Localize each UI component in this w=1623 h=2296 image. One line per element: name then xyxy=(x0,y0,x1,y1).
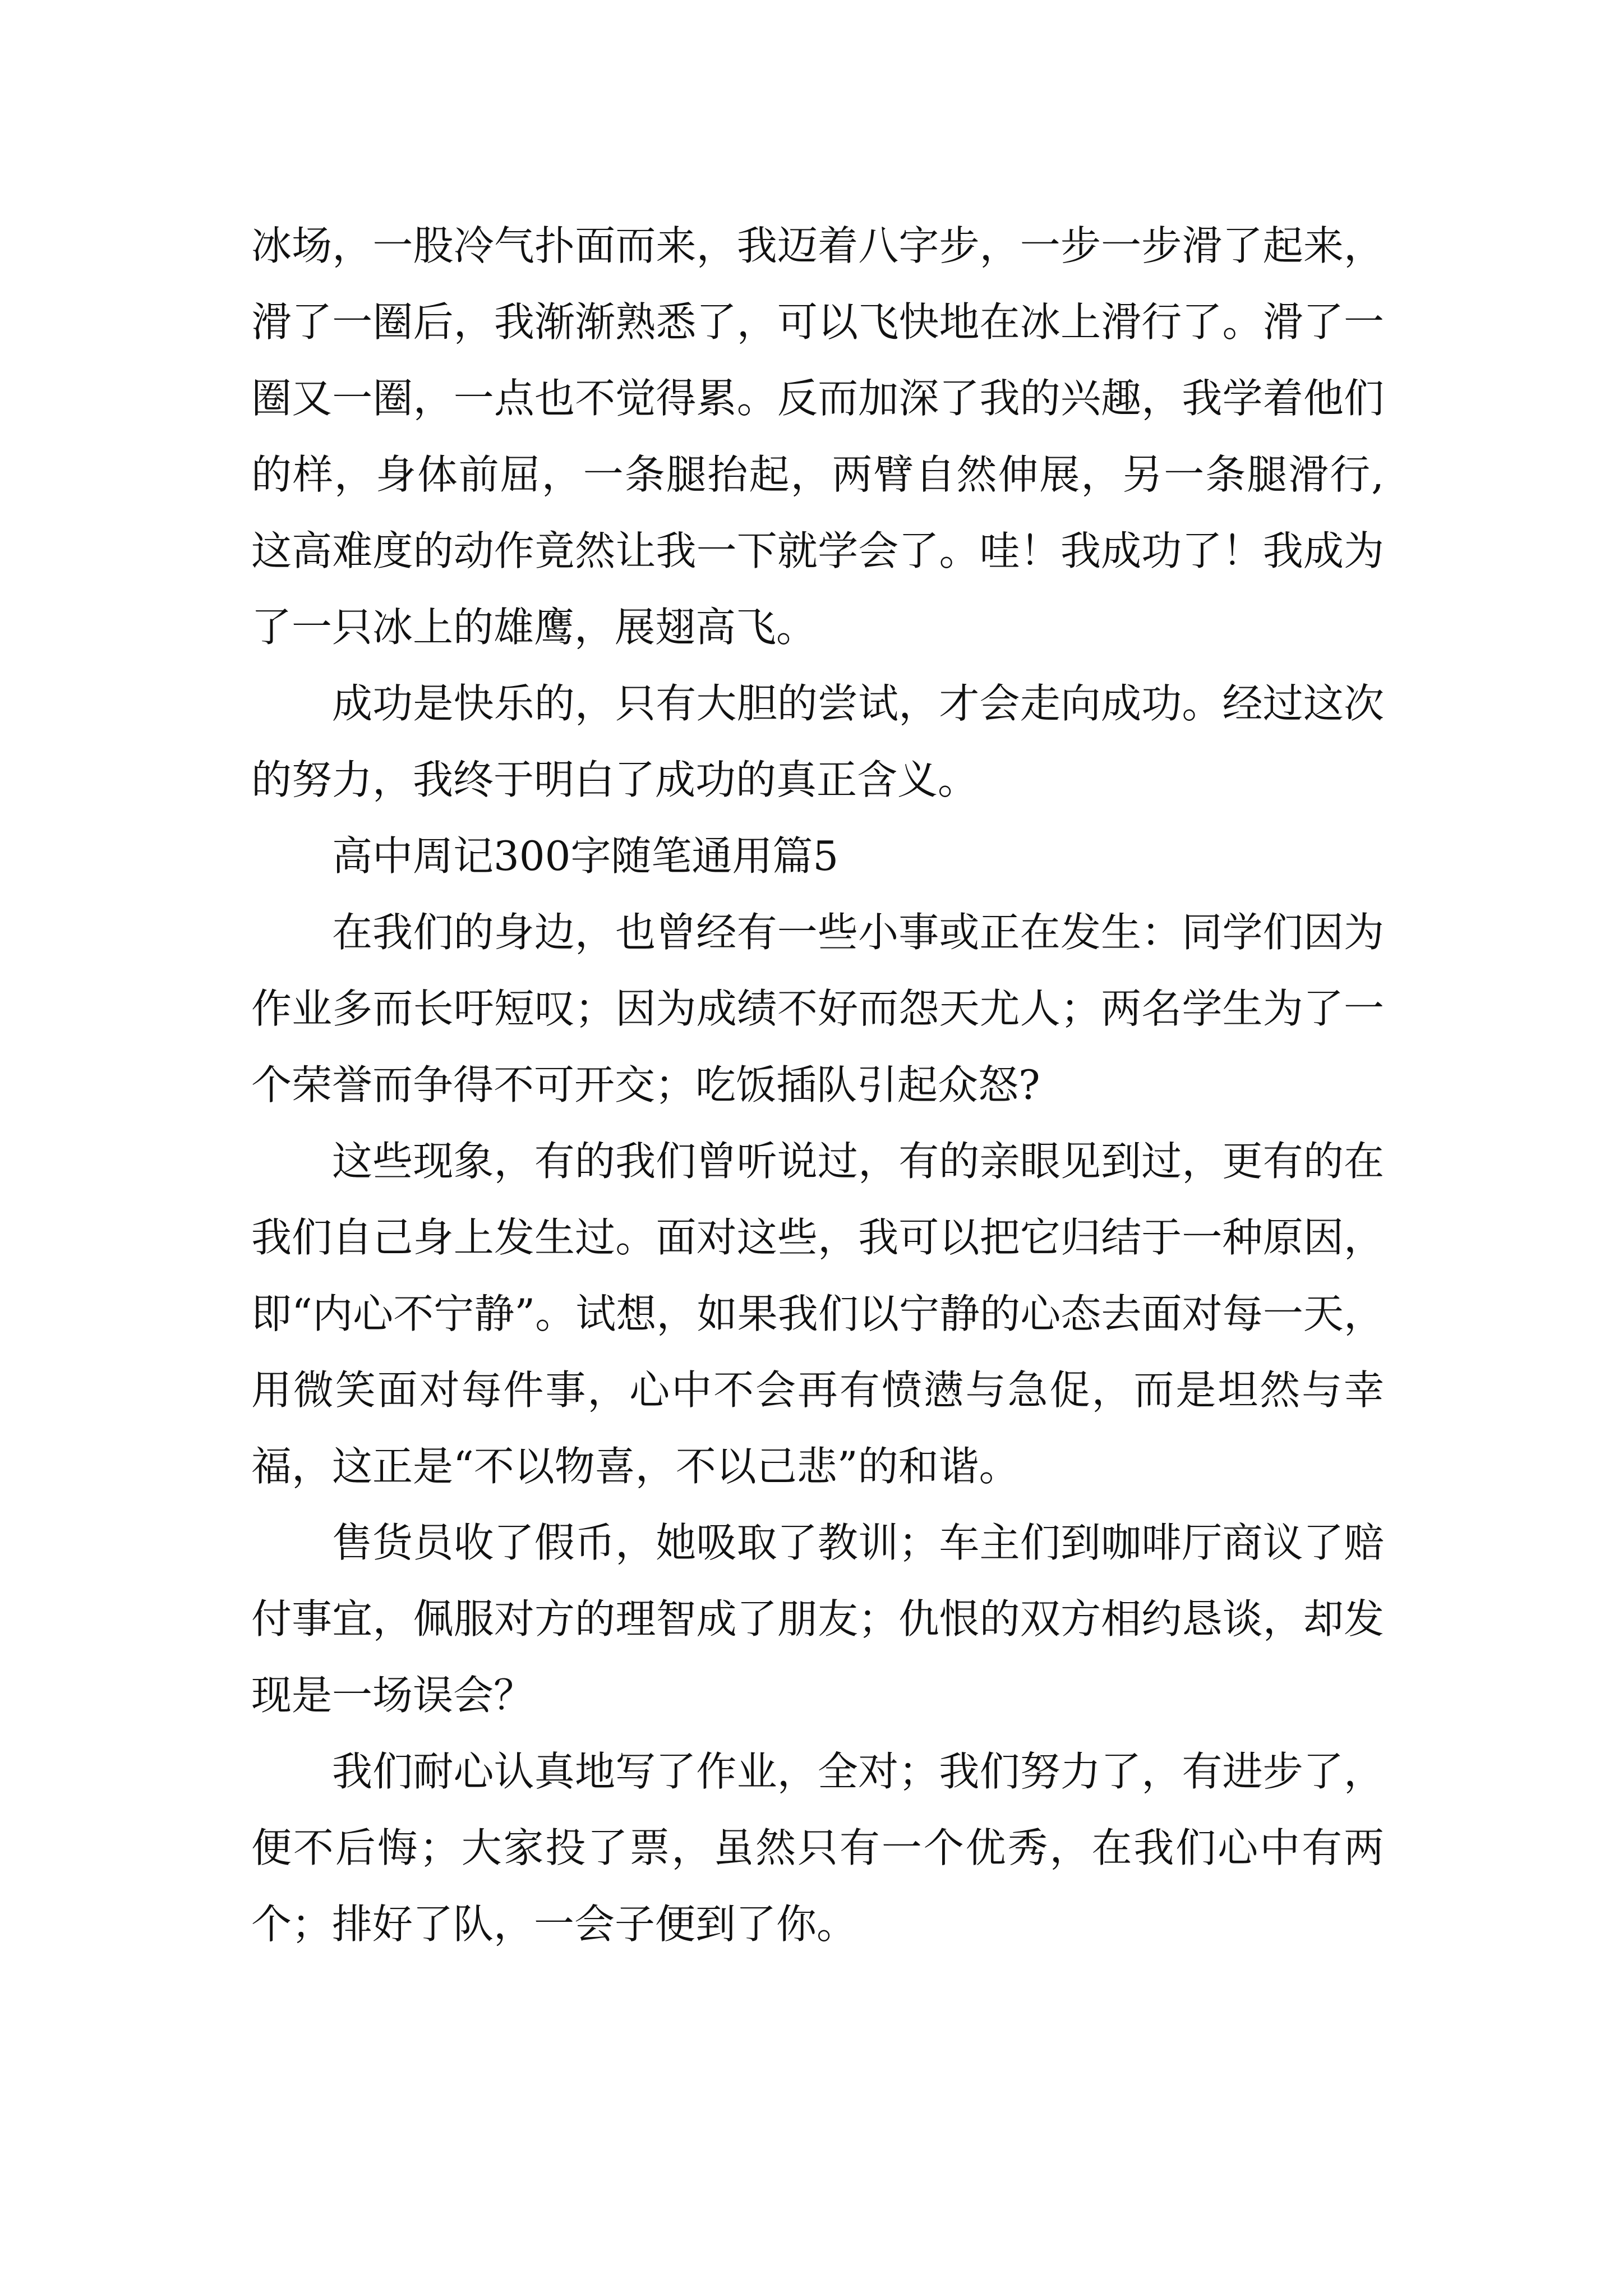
document-body xyxy=(251,208,1384,1962)
paragraph-5: 售货员收了假币，她吸取了教训；车主们到咖啡厅商议了赔付事宜，佩服对方的理智成了朋友；仇恨的双方相约恳谈，却发现是一场误会？ xyxy=(251,1519,1384,1719)
paragraph-6: 我们耐心认真地写了作业，全对；我们努力了，有进步了，便不后悔；大家投了票，虽然只有一个优秀，在我们心中有两个；排好了队，一会子便到了你。 xyxy=(251,1748,1384,1948)
paragraph-3: 在我们的身边，也曾经有一些小事或正在发生：同学们因为作业多而长吁短叹；因为成绩不好而怨天尤人；两名学生为了一个荣誉而争得不可开交；吃饭插队引起众怒? xyxy=(251,909,1384,1108)
paragraph-4: 这些现象，有的我们曾听说过，有的亲眼见到过，更有的在我们自己身上发生过。面对这些，我可以把它归结于一种原因，即“内心不宁静”。试想，如果我们以宁静的心态去面对每一天，用微笑面对每件事，心中不会再有愤懑与急促，而是坦然与幸福，这正是“不以物喜，不以己悲”的和谐。 xyxy=(251,1138,1384,1490)
paragraph-2: 成功是快乐的，只有大胆的尝试，才会走向成功。经过这次的努力，我终于明白了成功的真正含义。 xyxy=(251,680,1384,803)
paragraph-1: 冰场，一股冷气扑面而来，我迈着八字步，一步一步滑了起来，滑了一圈后，我渐渐熟悉了，可以飞快地在冰上滑行了。滑了一圈又一圈，一点也不觉得累。反而加深了我的兴趣，我学着他们的样，身体前屈，一条腿抬起，两臂自然伸展，另一条腿滑行,这高难度的动作竟然让我一下就学会了。哇！我成功了！我成为了一只冰上的雄鹰，展翅高飞。 xyxy=(251,222,1384,651)
section-heading: 高中周记300字随笔通用篇5 xyxy=(332,832,839,880)
